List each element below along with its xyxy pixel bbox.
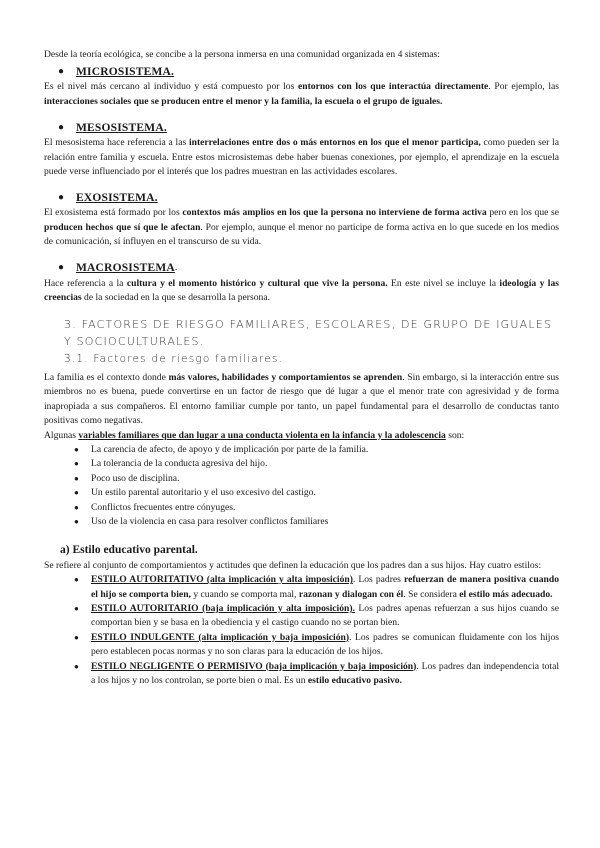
bullet-icon: ● <box>58 122 65 134</box>
parental-styles-list <box>44 573 559 688</box>
list-item: ● Uso de la violencia en casa para resolver conflictos familiares <box>74 515 559 529</box>
family-paragraph: La familia es el contexto donde más valores, habilidades y comportamientos se aprenden. Sin embargo, si la interacción entre sus miembros no es buena, puede convertirse en un factor de riesgo que dé lugar a que el menor trate con agresividad y de forma inapropiada a sus compañeros. El entorno familiar cumple por tanto, un papel fundamental para el desarrollo de conductas tanto positivas como negativas. <box>44 371 559 427</box>
section-3-heading: 3. FACTORES DE RIESGO FAMILIARES, ESCOLARES, DE GRUPO DE IGUALES Y SOCIOCULTURALES. <box>64 318 553 349</box>
parental-style-heading: a) Estilo educativo parental. <box>60 544 198 557</box>
mesosistema-paragraph: El mesosistema hace referencia a las interrelaciones entre dos o más entornos en los que el menor participa, como pueden ser la relación entre familia y escuela. Entre estos microsistemas debe haber buenas conexiones, por ejemplo, el aprendizaje en la escuela puede verse influenciado por el interés que los padres muestran en las actividades escolares. <box>44 137 559 178</box>
list-item: ● La tolerancia de la conducta agresiva del hijo. <box>74 457 559 471</box>
microsistema-heading <box>44 64 559 80</box>
document-page <box>44 48 559 688</box>
list-item: ● Un estilo parental autoritario y el uso excesivo del castigo. <box>74 486 559 500</box>
heading-text: MACROSISTEMA <box>76 262 175 275</box>
heading-text: EXOSISTEMA. <box>76 192 158 205</box>
exosistema-paragraph: El exosistema está formado por los contextos más amplios en los que la persona no interviene de forma activa pero en los que se producen hechos que sí que le afectan. Por ejemplo, aunque el menor no participe de forma activa en lo que sucede en los medios de comunicación, sí influyen en el transcurso de su vida. <box>44 207 559 248</box>
family-variables-lead: Algunas variables familiares que dan lugar a una conducta violenta en la infancia y la adolescencia son: <box>44 429 465 441</box>
macrosistema-heading: ● MACROSISTEMA . <box>58 262 178 275</box>
heading-text: MESOSISTEMA. <box>76 122 167 135</box>
parental-style-intro: Se refiere al conjunto de comportamientos y actitudes que definen la educación que los padres dan a sus hijos. Hay cuatro estilos: <box>44 559 542 571</box>
list-item: ● La carencia de afecto, de apoyo y de implicación por parte de la familia. <box>74 443 559 457</box>
bullet-icon: ● <box>58 66 65 78</box>
bullet-icon: ● <box>58 192 65 204</box>
microsistema-paragraph: Es el nivel más cercano al individuo y está compuesto por los entornos con los que interactúa directamente. Por ejemplo, las interacciones sociales que se producen entre el menor y la familia, la escuela o el grupo de iguales. <box>44 81 559 107</box>
macrosistema-paragraph: Hace referencia a la cultura y el momento histórico y cultural que vive la persona. En este nivel se incluye la ideología y las creencias de la sociedad en la que se desarrolla la persona. <box>44 277 559 304</box>
mesosistema-heading <box>44 120 559 136</box>
family-variables-list <box>44 443 559 529</box>
style-negligent: ● ESTILO NEGLIGENTE O PERMISIVO (baja implicación y baja imposición). Los padres dan independencia total a los hijos y no los controlan, se porte bien o mal. Es un estilo educativo pasivo. <box>74 660 559 689</box>
list-item: ● Poco uso de disciplina. <box>74 472 559 486</box>
style-indulgent: ● ESTILO INDULGENTE (alta implicación y baja imposición). Los padres se comunican fluidamente con los hijos pero establecen pocas normas y no son claras para la educación de los hijos. <box>74 631 559 660</box>
section-3-1-heading: 3.1. Factores de riesgo familiares. <box>64 353 284 366</box>
exosistema-heading <box>44 190 559 206</box>
intro-paragraph: Desde la teoría ecológica, se concibe a la persona inmersa en una comunidad organizada en 4 sistemas: <box>44 49 440 60</box>
style-authoritarian: ● ESTILO AUTORITARIO (baja implicación y alta imposición). Los padres apenas refuerzan a sus hijos cuando se comportan bien y se basa en la obediencia y el castigo cuando no se portan bien. <box>74 602 559 631</box>
list-item: ● Conflictos frecuentes entre cónyuges. <box>74 501 559 515</box>
heading-text: MICROSISTEMA. <box>76 66 175 79</box>
bullet-icon: ● <box>58 262 65 274</box>
style-authoritative: ● ESTILO AUTORITATIVO (alta implicación y alta imposición). Los padres refuerzan de manera positiva cuando el hijo se comporta bien, y cuando se comporta mal, razonan y dialogan con él. Se considera el estilo más adecuado. <box>74 573 559 602</box>
